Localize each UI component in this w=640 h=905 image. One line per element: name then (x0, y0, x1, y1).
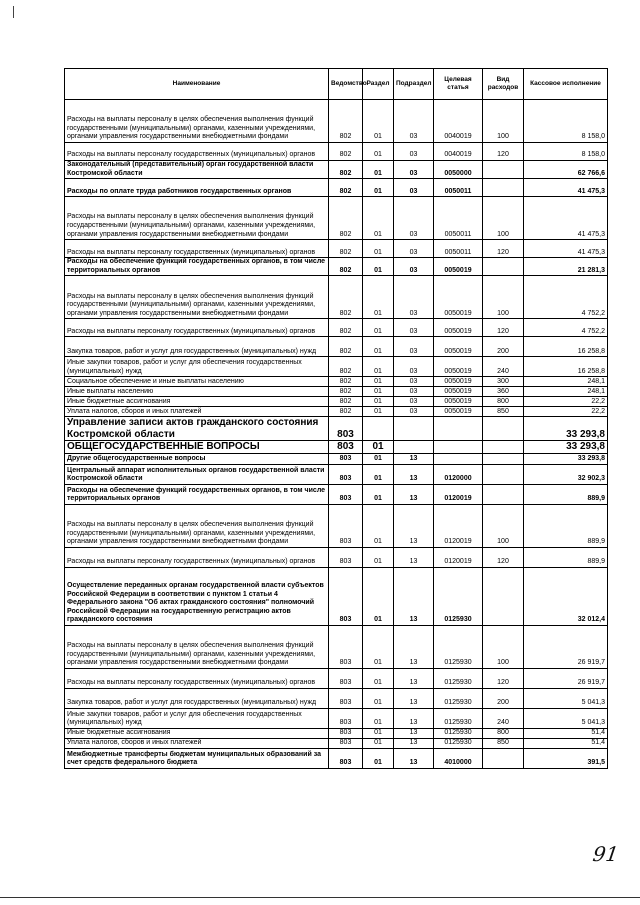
cell-name: Уплата налогов, сборов и иных платежей (65, 407, 329, 417)
cell-dept: 803 (329, 464, 363, 484)
cell-subsection: 13 (394, 688, 434, 708)
cell-cash: 22,2 (524, 407, 608, 417)
cell-section: 01 (363, 504, 394, 547)
cell-dept: 803 (329, 748, 363, 768)
cell-cash: 16 258,8 (524, 357, 608, 377)
cell-dept: 803 (329, 504, 363, 547)
cell-section: 01 (363, 748, 394, 768)
cell-article: 0040019 (434, 100, 483, 143)
table-row (65, 319, 608, 337)
cell-cash: 8 158,0 (524, 100, 608, 143)
cell-exptype: 300 (483, 377, 524, 387)
cell-exptype (483, 179, 524, 197)
cell-name: Расходы на выплаты персоналу государственных (муниципальных) органов (65, 668, 329, 688)
cell-cash: 4 752,2 (524, 319, 608, 337)
cell-subsection: 03 (394, 258, 434, 276)
table-row (65, 688, 608, 708)
cell-section: 01 (363, 397, 394, 407)
cell-subsection: 03 (394, 357, 434, 377)
cell-subsection: 03 (394, 407, 434, 417)
cell-dept: 802 (329, 197, 363, 240)
cell-dept: 802 (329, 240, 363, 258)
cell-name: Расходы на выплаты персоналу государственных (муниципальных) органов (65, 240, 329, 258)
cell-cash: 41 475,3 (524, 240, 608, 258)
cell-subsection: 13 (394, 748, 434, 768)
cell-exptype: 800 (483, 397, 524, 407)
bottom-rule (0, 897, 640, 898)
cell-cash: 33 293,8 (524, 417, 608, 441)
cell-subsection: 03 (394, 161, 434, 179)
table-row (65, 504, 608, 547)
cell-section: 01 (363, 387, 394, 397)
cell-section: 01 (363, 197, 394, 240)
cell-article: 4010000 (434, 748, 483, 768)
cell-dept: 802 (329, 377, 363, 387)
cell-article: 0050019 (434, 276, 483, 319)
cell-cash: 5 041,3 (524, 708, 608, 728)
table-row (65, 143, 608, 161)
cell-section: 01 (363, 100, 394, 143)
cell-name: Расходы на выплаты персоналу в целях обеспечения выполнения функций государственными (муниципальными) органами, казенными учреждениями, органами управления государственными внебюджетными фондами (65, 625, 329, 668)
cell-cash: 33 293,8 (524, 453, 608, 464)
cell-exptype: 120 (483, 143, 524, 161)
cell-subsection: 03 (394, 319, 434, 337)
table-row (65, 100, 608, 143)
cell-cash: 5 041,3 (524, 688, 608, 708)
header-section: Раздел (363, 69, 394, 100)
cell-exptype: 800 (483, 728, 524, 738)
cell-dept: 802 (329, 397, 363, 407)
cell-exptype: 120 (483, 240, 524, 258)
cell-section: 01 (363, 441, 394, 454)
cell-name: Расходы на обеспечение функций государственных органов, в том числе территориальных органов (65, 258, 329, 276)
cell-cash: 26 919,7 (524, 625, 608, 668)
cell-article: 0050019 (434, 357, 483, 377)
cell-name: ОБЩЕГОСУДАРСТВЕННЫЕ ВОПРОСЫ (65, 441, 329, 454)
cell-name: Законодательный (представительный) орган государственной власти Костромской области (65, 161, 329, 179)
cell-dept: 803 (329, 668, 363, 688)
cell-dept: 803 (329, 708, 363, 728)
table-row (65, 484, 608, 504)
cell-section: 01 (363, 161, 394, 179)
cell-section: 01 (363, 240, 394, 258)
cell-dept: 802 (329, 100, 363, 143)
cell-exptype: 240 (483, 357, 524, 377)
cell-subsection: 13 (394, 547, 434, 567)
cell-name: Осуществление переданных органам государственной власти субъектов Российской Федерации в соответствии с пунктом 1 статьи 4 Федерального закона "Об актах гражданского состояния" полномочий Российской Федерации на государственную регистрацию актов гражданского состояния (65, 567, 329, 625)
cell-cash: 41 475,3 (524, 179, 608, 197)
cell-article: 0125930 (434, 567, 483, 625)
table-row (65, 387, 608, 397)
cell-dept: 802 (329, 357, 363, 377)
cell-article: 0125930 (434, 738, 483, 748)
cell-subsection: 13 (394, 708, 434, 728)
cell-exptype: 100 (483, 276, 524, 319)
cell-subsection: 13 (394, 453, 434, 464)
cell-subsection: 03 (394, 337, 434, 357)
cell-section (363, 417, 394, 441)
cell-subsection: 13 (394, 738, 434, 748)
cell-name: Расходы на выплаты персоналу в целях обеспечения выполнения функций государственными (муниципальными) органами, казенными учреждениями, органами управления государственными внебюджетными фондами (65, 197, 329, 240)
cell-cash: 248,1 (524, 377, 608, 387)
cell-cash: 33 293,8 (524, 441, 608, 454)
cell-article: 0120000 (434, 464, 483, 484)
page-number: 91 (591, 842, 621, 866)
cell-exptype: 850 (483, 407, 524, 417)
cell-subsection: 13 (394, 504, 434, 547)
cell-article: 0125930 (434, 688, 483, 708)
cell-name: Иные закупки товаров, работ и услуг для обеспечения государственных (муниципальных) нужд (65, 708, 329, 728)
margin-tick (13, 6, 14, 18)
cell-article: 0050011 (434, 197, 483, 240)
cell-section: 01 (363, 179, 394, 197)
cell-dept: 803 (329, 688, 363, 708)
cell-cash: 51,4 (524, 738, 608, 748)
cell-cash: 26 919,7 (524, 668, 608, 688)
table-row (65, 417, 608, 441)
cell-subsection (394, 417, 434, 441)
cell-dept: 802 (329, 161, 363, 179)
cell-article: 0120019 (434, 547, 483, 567)
table-row (65, 441, 608, 454)
cell-name: Расходы по оплате труда работников государственных органов (65, 179, 329, 197)
table-row (65, 240, 608, 258)
cell-subsection: 03 (394, 179, 434, 197)
cell-article: 0040019 (434, 143, 483, 161)
cell-section: 01 (363, 319, 394, 337)
cell-section: 01 (363, 453, 394, 464)
cell-article: 0050019 (434, 319, 483, 337)
cell-cash: 4 752,2 (524, 276, 608, 319)
cell-exptype: 100 (483, 625, 524, 668)
cell-cash: 32 902,3 (524, 464, 608, 484)
cell-article: 0050011 (434, 179, 483, 197)
cell-exptype (483, 464, 524, 484)
cell-exptype (483, 161, 524, 179)
cell-article: 0050019 (434, 407, 483, 417)
cell-dept: 803 (329, 484, 363, 504)
cell-exptype (483, 441, 524, 454)
cell-exptype (483, 567, 524, 625)
table-row (65, 258, 608, 276)
cell-section: 01 (363, 143, 394, 161)
table-row (65, 708, 608, 728)
cell-name: Межбюджетные трансферты бюджетам муниципальных образований за счет средств федерального бюджета (65, 748, 329, 768)
cell-dept: 803 (329, 417, 363, 441)
table-body (65, 100, 608, 769)
table-header-row (65, 69, 608, 100)
cell-subsection: 03 (394, 387, 434, 397)
cell-name: Расходы на выплаты персоналу в целях обеспечения выполнения функций государственными (муниципальными) органами, казенными учреждениями, органами управления государственными внебюджетными фондами (65, 276, 329, 319)
cell-article: 0050019 (434, 377, 483, 387)
cell-dept: 803 (329, 728, 363, 738)
cell-subsection: 13 (394, 728, 434, 738)
cell-exptype (483, 484, 524, 504)
cell-article (434, 417, 483, 441)
cell-section: 01 (363, 625, 394, 668)
cell-section: 01 (363, 567, 394, 625)
cell-name: Уплата налогов, сборов и иных платежей (65, 738, 329, 748)
cell-article (434, 441, 483, 454)
cell-article: 0050019 (434, 337, 483, 357)
cell-section: 01 (363, 708, 394, 728)
cell-name: Иные бюджетные ассигнования (65, 397, 329, 407)
table-row (65, 567, 608, 625)
cell-cash: 16 258,8 (524, 337, 608, 357)
cell-name: Расходы на выплаты персоналу государственных (муниципальных) органов (65, 143, 329, 161)
cell-dept: 802 (329, 319, 363, 337)
cell-cash: 889,9 (524, 547, 608, 567)
cell-dept: 802 (329, 276, 363, 319)
cell-subsection: 13 (394, 668, 434, 688)
cell-subsection: 03 (394, 100, 434, 143)
cell-subsection: 03 (394, 276, 434, 319)
table-row (65, 197, 608, 240)
table-row (65, 453, 608, 464)
table-row (65, 377, 608, 387)
header-cash: Кассовое исполнение (524, 69, 608, 100)
cell-dept: 803 (329, 453, 363, 464)
table-row (65, 668, 608, 688)
cell-section: 01 (363, 738, 394, 748)
cell-article: 0125930 (434, 625, 483, 668)
cell-article: 0125930 (434, 668, 483, 688)
cell-exptype (483, 417, 524, 441)
cell-cash: 51,4 (524, 728, 608, 738)
cell-article: 0120019 (434, 504, 483, 547)
cell-dept: 802 (329, 337, 363, 357)
table-row (65, 407, 608, 417)
header-exptype: Вид расходов (483, 69, 524, 100)
cell-subsection: 03 (394, 397, 434, 407)
cell-subsection (394, 441, 434, 454)
cell-cash: 32 012,4 (524, 567, 608, 625)
cell-dept: 803 (329, 567, 363, 625)
cell-article: 0125930 (434, 728, 483, 738)
cell-dept: 803 (329, 441, 363, 454)
cell-exptype (483, 258, 524, 276)
cell-name: Другие общегосударственные вопросы (65, 453, 329, 464)
cell-name: Закупка товаров, работ и услуг для государственных (муниципальных) нужд (65, 688, 329, 708)
cell-dept: 803 (329, 738, 363, 748)
header-dept: Ведомство (329, 69, 363, 100)
cell-exptype: 200 (483, 337, 524, 357)
cell-name: Центральный аппарат исполнительных органов государственной власти Костромской области (65, 464, 329, 484)
cell-section: 01 (363, 377, 394, 387)
cell-name: Иные выплаты населению (65, 387, 329, 397)
cell-exptype: 360 (483, 387, 524, 397)
cell-dept: 802 (329, 143, 363, 161)
cell-exptype: 120 (483, 547, 524, 567)
cell-name: Социальное обеспечение и иные выплаты населению (65, 377, 329, 387)
cell-article: 0050019 (434, 258, 483, 276)
cell-section: 01 (363, 547, 394, 567)
cell-cash: 22,2 (524, 397, 608, 407)
cell-dept: 802 (329, 407, 363, 417)
table-row (65, 547, 608, 567)
cell-cash: 889,9 (524, 484, 608, 504)
table-row (65, 179, 608, 197)
cell-name: Расходы на выплаты персоналу государственных (муниципальных) органов (65, 547, 329, 567)
table-row (65, 276, 608, 319)
cell-section: 01 (363, 668, 394, 688)
cell-exptype: 100 (483, 197, 524, 240)
cell-section: 01 (363, 337, 394, 357)
header-name: Наименование (65, 69, 329, 100)
cell-section: 01 (363, 484, 394, 504)
cell-cash: 21 281,3 (524, 258, 608, 276)
table-row (65, 738, 608, 748)
cell-cash: 391,5 (524, 748, 608, 768)
cell-cash: 889,9 (524, 504, 608, 547)
cell-cash: 248,1 (524, 387, 608, 397)
cell-section: 01 (363, 688, 394, 708)
table-row (65, 357, 608, 377)
cell-dept: 802 (329, 258, 363, 276)
cell-exptype (483, 453, 524, 464)
cell-section: 01 (363, 276, 394, 319)
cell-exptype: 200 (483, 688, 524, 708)
cell-section: 01 (363, 728, 394, 738)
cell-subsection: 03 (394, 377, 434, 387)
cell-name: Расходы на выплаты персоналу государственных (муниципальных) органов (65, 319, 329, 337)
cell-subsection: 13 (394, 484, 434, 504)
cell-subsection: 03 (394, 197, 434, 240)
table-row (65, 625, 608, 668)
cell-name: Расходы на выплаты персоналу в целях обеспечения выполнения функций государственными (муниципальными) органами, казенными учреждениями, органами управления государственными внебюджетными фондами (65, 100, 329, 143)
cell-article (434, 453, 483, 464)
header-article: Целевая статья (434, 69, 483, 100)
cell-subsection: 13 (394, 625, 434, 668)
cell-exptype: 850 (483, 738, 524, 748)
cell-cash: 62 766,6 (524, 161, 608, 179)
cell-cash: 8 158,0 (524, 143, 608, 161)
cell-section: 01 (363, 464, 394, 484)
cell-article: 0050000 (434, 161, 483, 179)
cell-dept: 803 (329, 547, 363, 567)
cell-article: 0050019 (434, 397, 483, 407)
table-row (65, 161, 608, 179)
cell-article: 0050011 (434, 240, 483, 258)
budget-execution-table (64, 68, 608, 769)
cell-name: Иные закупки товаров, работ и услуг для обеспечения государственных (муниципальных) нужд (65, 357, 329, 377)
table-row (65, 748, 608, 768)
cell-subsection: 13 (394, 464, 434, 484)
table-row (65, 728, 608, 738)
table-row (65, 464, 608, 484)
cell-subsection: 03 (394, 143, 434, 161)
table-row (65, 397, 608, 407)
cell-name: Закупка товаров, работ и услуг для государственных (муниципальных) нужд (65, 337, 329, 357)
cell-article: 0120019 (434, 484, 483, 504)
header-subsection: Подраздел (394, 69, 434, 100)
cell-dept: 802 (329, 179, 363, 197)
cell-name: Расходы на выплаты персоналу в целях обеспечения выполнения функций государственными (муниципальными) органами, казенными учреждениями, органами управления государственными внебюджетными фондами (65, 504, 329, 547)
table-row (65, 337, 608, 357)
cell-article: 0050019 (434, 387, 483, 397)
cell-name: Расходы на обеспечение функций государственных органов, в том числе территориальных органов (65, 484, 329, 504)
cell-exptype: 100 (483, 100, 524, 143)
cell-exptype (483, 748, 524, 768)
cell-exptype: 120 (483, 319, 524, 337)
cell-name: Управление записи актов гражданского состояния Костромской области (65, 417, 329, 441)
cell-exptype: 240 (483, 708, 524, 728)
cell-dept: 802 (329, 387, 363, 397)
cell-exptype: 120 (483, 668, 524, 688)
cell-section: 01 (363, 258, 394, 276)
cell-subsection: 03 (394, 240, 434, 258)
cell-section: 01 (363, 407, 394, 417)
cell-article: 0125930 (434, 708, 483, 728)
cell-subsection: 13 (394, 567, 434, 625)
cell-exptype: 100 (483, 504, 524, 547)
cell-section: 01 (363, 357, 394, 377)
cell-cash: 41 475,3 (524, 197, 608, 240)
cell-name: Иные бюджетные ассигнования (65, 728, 329, 738)
cell-dept: 803 (329, 625, 363, 668)
